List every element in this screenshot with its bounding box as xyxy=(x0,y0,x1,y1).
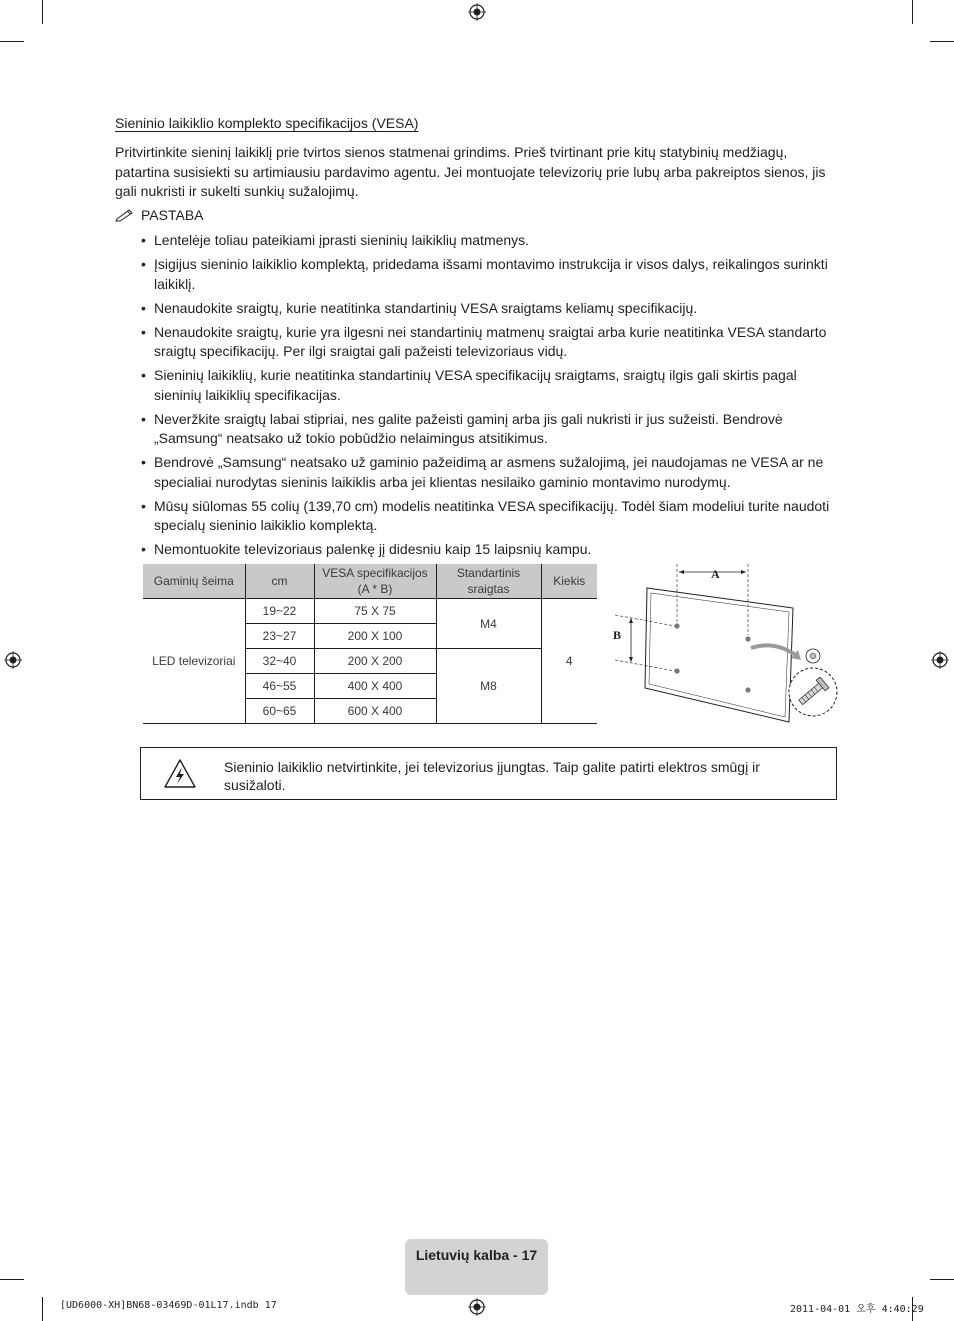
size-cell: 60~65 xyxy=(245,699,314,724)
list-item: • Įsigijus sieninio laikiklio komplektą, pridedama išsami montavimo instrukcija ir visos dalys, reikalingos surinkti laikiklį. xyxy=(138,255,838,294)
table-row xyxy=(143,599,597,624)
crop-mark xyxy=(42,1297,43,1321)
dimension-a-label: A xyxy=(711,567,720,581)
header-vesa: VESA specifikacijos (A * B) xyxy=(314,564,436,599)
note-heading xyxy=(115,207,204,223)
electric-shock-warning-icon xyxy=(163,758,197,790)
dimension-b-label: B xyxy=(613,628,622,642)
crop-mark xyxy=(912,0,913,24)
mount-hole xyxy=(745,687,750,692)
vesa-spec-table xyxy=(143,564,597,724)
header-screw: Standartinis sraigtas xyxy=(436,564,541,599)
list-item: • Neveržkite sraigtų labai stipriai, nes galite pažeisti gaminį arba jis gali nukristi ir jus sužeisti. Bendrovė „Samsung“ neatsako už tokio pobūdžio nelaimingus atsitikimus. xyxy=(138,410,838,449)
list-item: • Bendrovė „Samsung“ neatsako už gaminio pažeidimą ar asmens sužalojimą, jei naudojamas ne VESA ar ne specialiai nurodytas sieninis laikiklis arba jei klientas nesilaiko gaminio montavimo nurodymų. xyxy=(138,453,838,492)
size-cell: 32~40 xyxy=(245,649,314,674)
crop-mark xyxy=(0,41,24,42)
list-item: • Mūsų siūlomas 55 colių (139,70 cm) modelis neatitinka VESA specifikacijų. Todėl šiam modeliui turite naudoti specialų sieninio laikiklio komplektą. xyxy=(138,497,838,536)
screw-cell: M8 xyxy=(436,649,541,724)
registration-mark-icon xyxy=(931,651,949,669)
vesa-cell: 400 X 400 xyxy=(314,674,436,699)
list-item: • Nenaudokite sraigtų, kurie yra ilgesni nei standartinių matmenų sraigtai arba kurie neatitinka VESA standarto sraigtų specifikacijų. Per ilgi sraigtai gali pažeisti televizoriaus vidų. xyxy=(138,323,838,362)
note-list xyxy=(138,231,838,564)
warning-box xyxy=(140,747,837,800)
tv-back-diagram xyxy=(605,560,845,730)
table-header-row xyxy=(143,564,597,599)
vesa-cell: 200 X 200 xyxy=(314,649,436,674)
size-cell: 23~27 xyxy=(245,624,314,649)
size-cell: 19~22 xyxy=(245,599,314,624)
header-family: Gaminių šeima xyxy=(143,564,245,599)
print-stamp: 2011-04-01 오후 4:40:29 xyxy=(790,1304,924,1315)
note-label: PASTABA xyxy=(141,207,204,223)
intro-paragraph: Pritvirtinkite sieninį laikiklį prie tvirtos sienos statmenai grindims. Prieš tvirtinant prie kitų statybinių medžiagų, patartina susisiekti su artimiausiu pardavimo agentu. Jei montuojate televizorių prie lubų arba pakreiptos sienos, jis gali nukristi ir sukelti sunkių sužalojimų. xyxy=(115,144,826,199)
tv-back-panel xyxy=(645,588,793,722)
registration-mark-icon xyxy=(468,3,486,21)
section-title: Sieninio laikiklio komplekto specifikacijos (VESA) xyxy=(115,115,419,131)
list-item: • Nenaudokite sraigtų, kurie neatitinka standartinių VESA sraigtams keliamų specifikacijų. xyxy=(138,299,838,319)
registration-mark-icon xyxy=(468,1298,486,1316)
header-qty: Kiekis xyxy=(541,564,597,599)
quantity-cell: 4 xyxy=(541,599,597,724)
page-number: Lietuvių kalba - 17 xyxy=(415,1247,538,1263)
warning-text: Sieninio laikiklio netvirtinkite, jei televizorius įjungtas. Taip galite patirti elektros smūgį ir susižaloti. xyxy=(224,759,760,793)
list-item: • Lentelėje toliau pateikiami įprasti sieninių laikiklių matmenys. xyxy=(138,231,838,251)
crop-mark xyxy=(0,1279,24,1280)
crop-mark xyxy=(930,1279,954,1280)
file-info: [UD6000-XH]BN68-03469D-01L17.indb 17 xyxy=(60,1300,277,1311)
registration-mark-icon xyxy=(4,651,22,669)
size-cell: 46~55 xyxy=(245,674,314,699)
mount-hole xyxy=(674,668,679,673)
list-item: • Nemontuokite televizoriaus palenkę jį didesniu kaip 15 laipsnių kampu. xyxy=(138,540,838,560)
mount-hole xyxy=(674,623,679,628)
vesa-cell: 75 X 75 xyxy=(314,599,436,624)
pencil-note-icon xyxy=(115,208,135,222)
family-cell: LED televizoriai xyxy=(143,599,245,724)
crop-mark xyxy=(42,0,43,24)
header-cm: cm xyxy=(245,564,314,599)
list-item: • Sieninių laikiklių, kurie neatitinka standartinių VESA specifikacijų sraigtams, sraigtų ilgis gali skirtis pagal sieninių laikiklių specifikacijas. xyxy=(138,366,838,405)
crop-mark xyxy=(930,41,954,42)
vesa-cell: 600 X 400 xyxy=(314,699,436,724)
vesa-cell: 200 X 100 xyxy=(314,624,436,649)
mount-hole xyxy=(745,636,750,641)
screw-cell: M4 xyxy=(436,599,541,649)
